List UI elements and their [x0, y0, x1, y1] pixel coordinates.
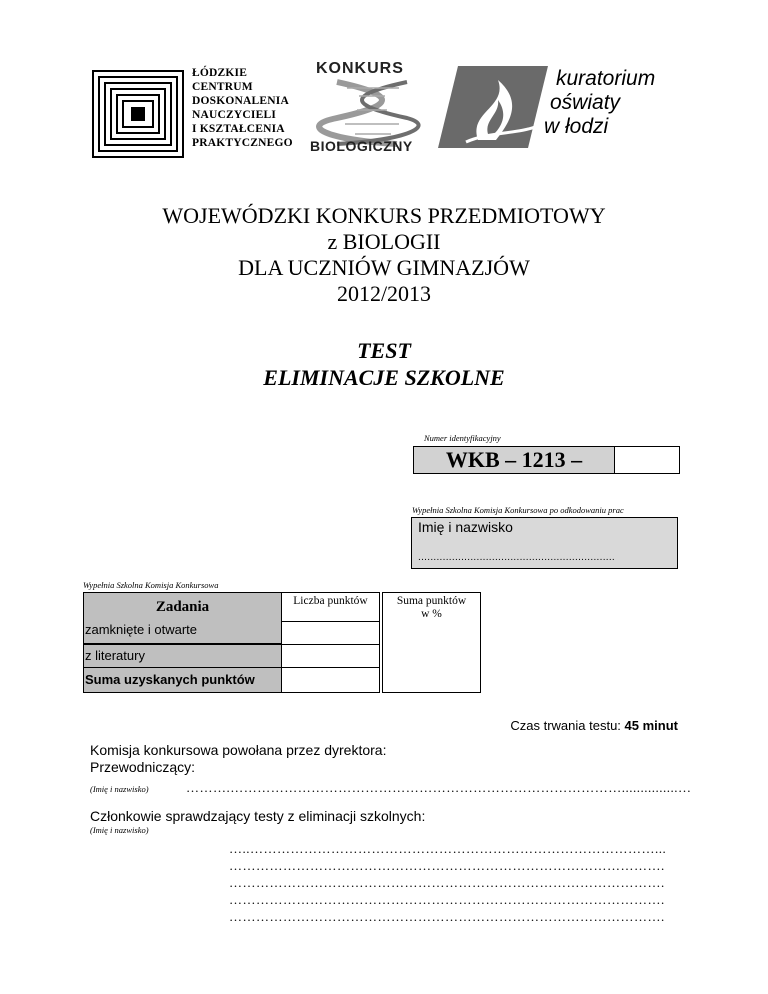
name-box-caption: Wypełnia Szkolna Komisja Konkursowa po odkodowaniu prac — [412, 505, 624, 515]
title-line: DLA UCZNIÓW GIMNAZJÓW — [238, 255, 530, 280]
title-line: WOJEWÓDZKI KONKURS PRZEDMIOTOWY — [162, 203, 606, 228]
odn-name-line: PRAKTYCZNEGO — [192, 137, 293, 149]
points-header: Liczba punktów — [293, 595, 368, 607]
title-line: 2012/2013 — [336, 281, 432, 306]
duration-value: 45 minut — [624, 718, 678, 733]
score-table — [83, 592, 481, 693]
test-title-line: TEST — [357, 338, 411, 363]
kb-logo-bottom-text: BIOLOGICZNY — [310, 138, 413, 154]
tasks-header: Zadania — [155, 599, 210, 615]
kuratorium-line: kuratorium — [556, 67, 656, 90]
chair-name-dots[interactable]: ……….……………………………………………………………………………...............… — [186, 780, 692, 795]
title-line: z BIOLOGII — [327, 229, 441, 254]
row-closed-open-label-cell — [83, 622, 282, 644]
tasks-header-cell — [83, 592, 282, 622]
odn-name-line: CENTRUM — [192, 81, 253, 93]
percent-field[interactable] — [382, 592, 481, 693]
odn-name-line: DOSKONALENIA — [192, 95, 289, 107]
odn-logo — [92, 70, 184, 158]
kb-logo-top-text: KONKURS — [316, 60, 404, 77]
chair-label: Przewodniczący: — [90, 759, 196, 775]
kuratorium-line: w łodzi — [544, 115, 609, 138]
commission-header — [90, 742, 386, 776]
points-closed-open-field[interactable] — [281, 621, 380, 645]
id-caption: Numer identyfikacyjny — [424, 433, 501, 443]
points-total-field[interactable] — [281, 667, 380, 693]
members-name-hint: (Imię i nazwisko) — [90, 825, 149, 835]
row-total-label-cell — [83, 667, 282, 693]
test-title-line: ELIMINACJE SZKOLNE — [263, 365, 505, 390]
members-list — [229, 840, 666, 925]
percent-header: Suma punktów w % — [396, 595, 467, 620]
kuratorium-line: oświaty — [550, 91, 621, 114]
points-header-cell — [281, 592, 380, 622]
test-duration — [510, 718, 678, 733]
member-dots-line[interactable]: …..………………………………………………………………………………... — [229, 841, 667, 856]
odn-name-line: NAUCZYCIELI — [192, 109, 276, 121]
name-box[interactable] — [411, 517, 678, 569]
member-dots-line[interactable]: ……………………………………………………………………………………. — [229, 858, 665, 873]
id-number-box — [413, 446, 680, 474]
odn-name-line: ŁÓDZKIE — [192, 67, 248, 79]
members-label: Członkowie sprawdzający testy z eliminacji szkolnych: — [90, 808, 426, 824]
kuratorium-logo — [438, 62, 676, 152]
row-total-label: Suma uzyskanych punktów — [85, 672, 255, 687]
id-suffix-field[interactable] — [615, 447, 679, 473]
row-literature-label: z literatury — [85, 648, 145, 663]
test-title — [0, 337, 768, 391]
name-label: Imię i nazwisko — [418, 519, 513, 535]
odn-name — [192, 66, 293, 150]
member-dots-line[interactable]: ……………………………………………………………………………………. — [229, 892, 665, 907]
contest-title — [0, 203, 768, 307]
name-dots: ................................................................ — [418, 552, 616, 563]
odn-name-line: I KSZTAŁCENIA — [192, 123, 285, 135]
row-closed-open-label: zamknięte i otwarte — [85, 622, 197, 637]
chair-name-hint: (Imię i nazwisko) — [90, 784, 149, 794]
member-dots-line[interactable]: ……………………………………………………………………………………. — [229, 875, 665, 890]
commission-line: Komisja konkursowa powołana przez dyrektora: — [90, 742, 387, 758]
row-literature-label-cell — [83, 644, 282, 668]
duration-label: Czas trwania testu: — [510, 718, 625, 733]
score-table-caption: Wypełnia Szkolna Komisja Konkursowa — [83, 580, 219, 590]
id-code: WKB – 1213 – — [414, 447, 615, 473]
member-dots-line[interactable]: ……………………………………………………………………………………. — [229, 909, 665, 924]
points-literature-field[interactable] — [281, 644, 380, 668]
